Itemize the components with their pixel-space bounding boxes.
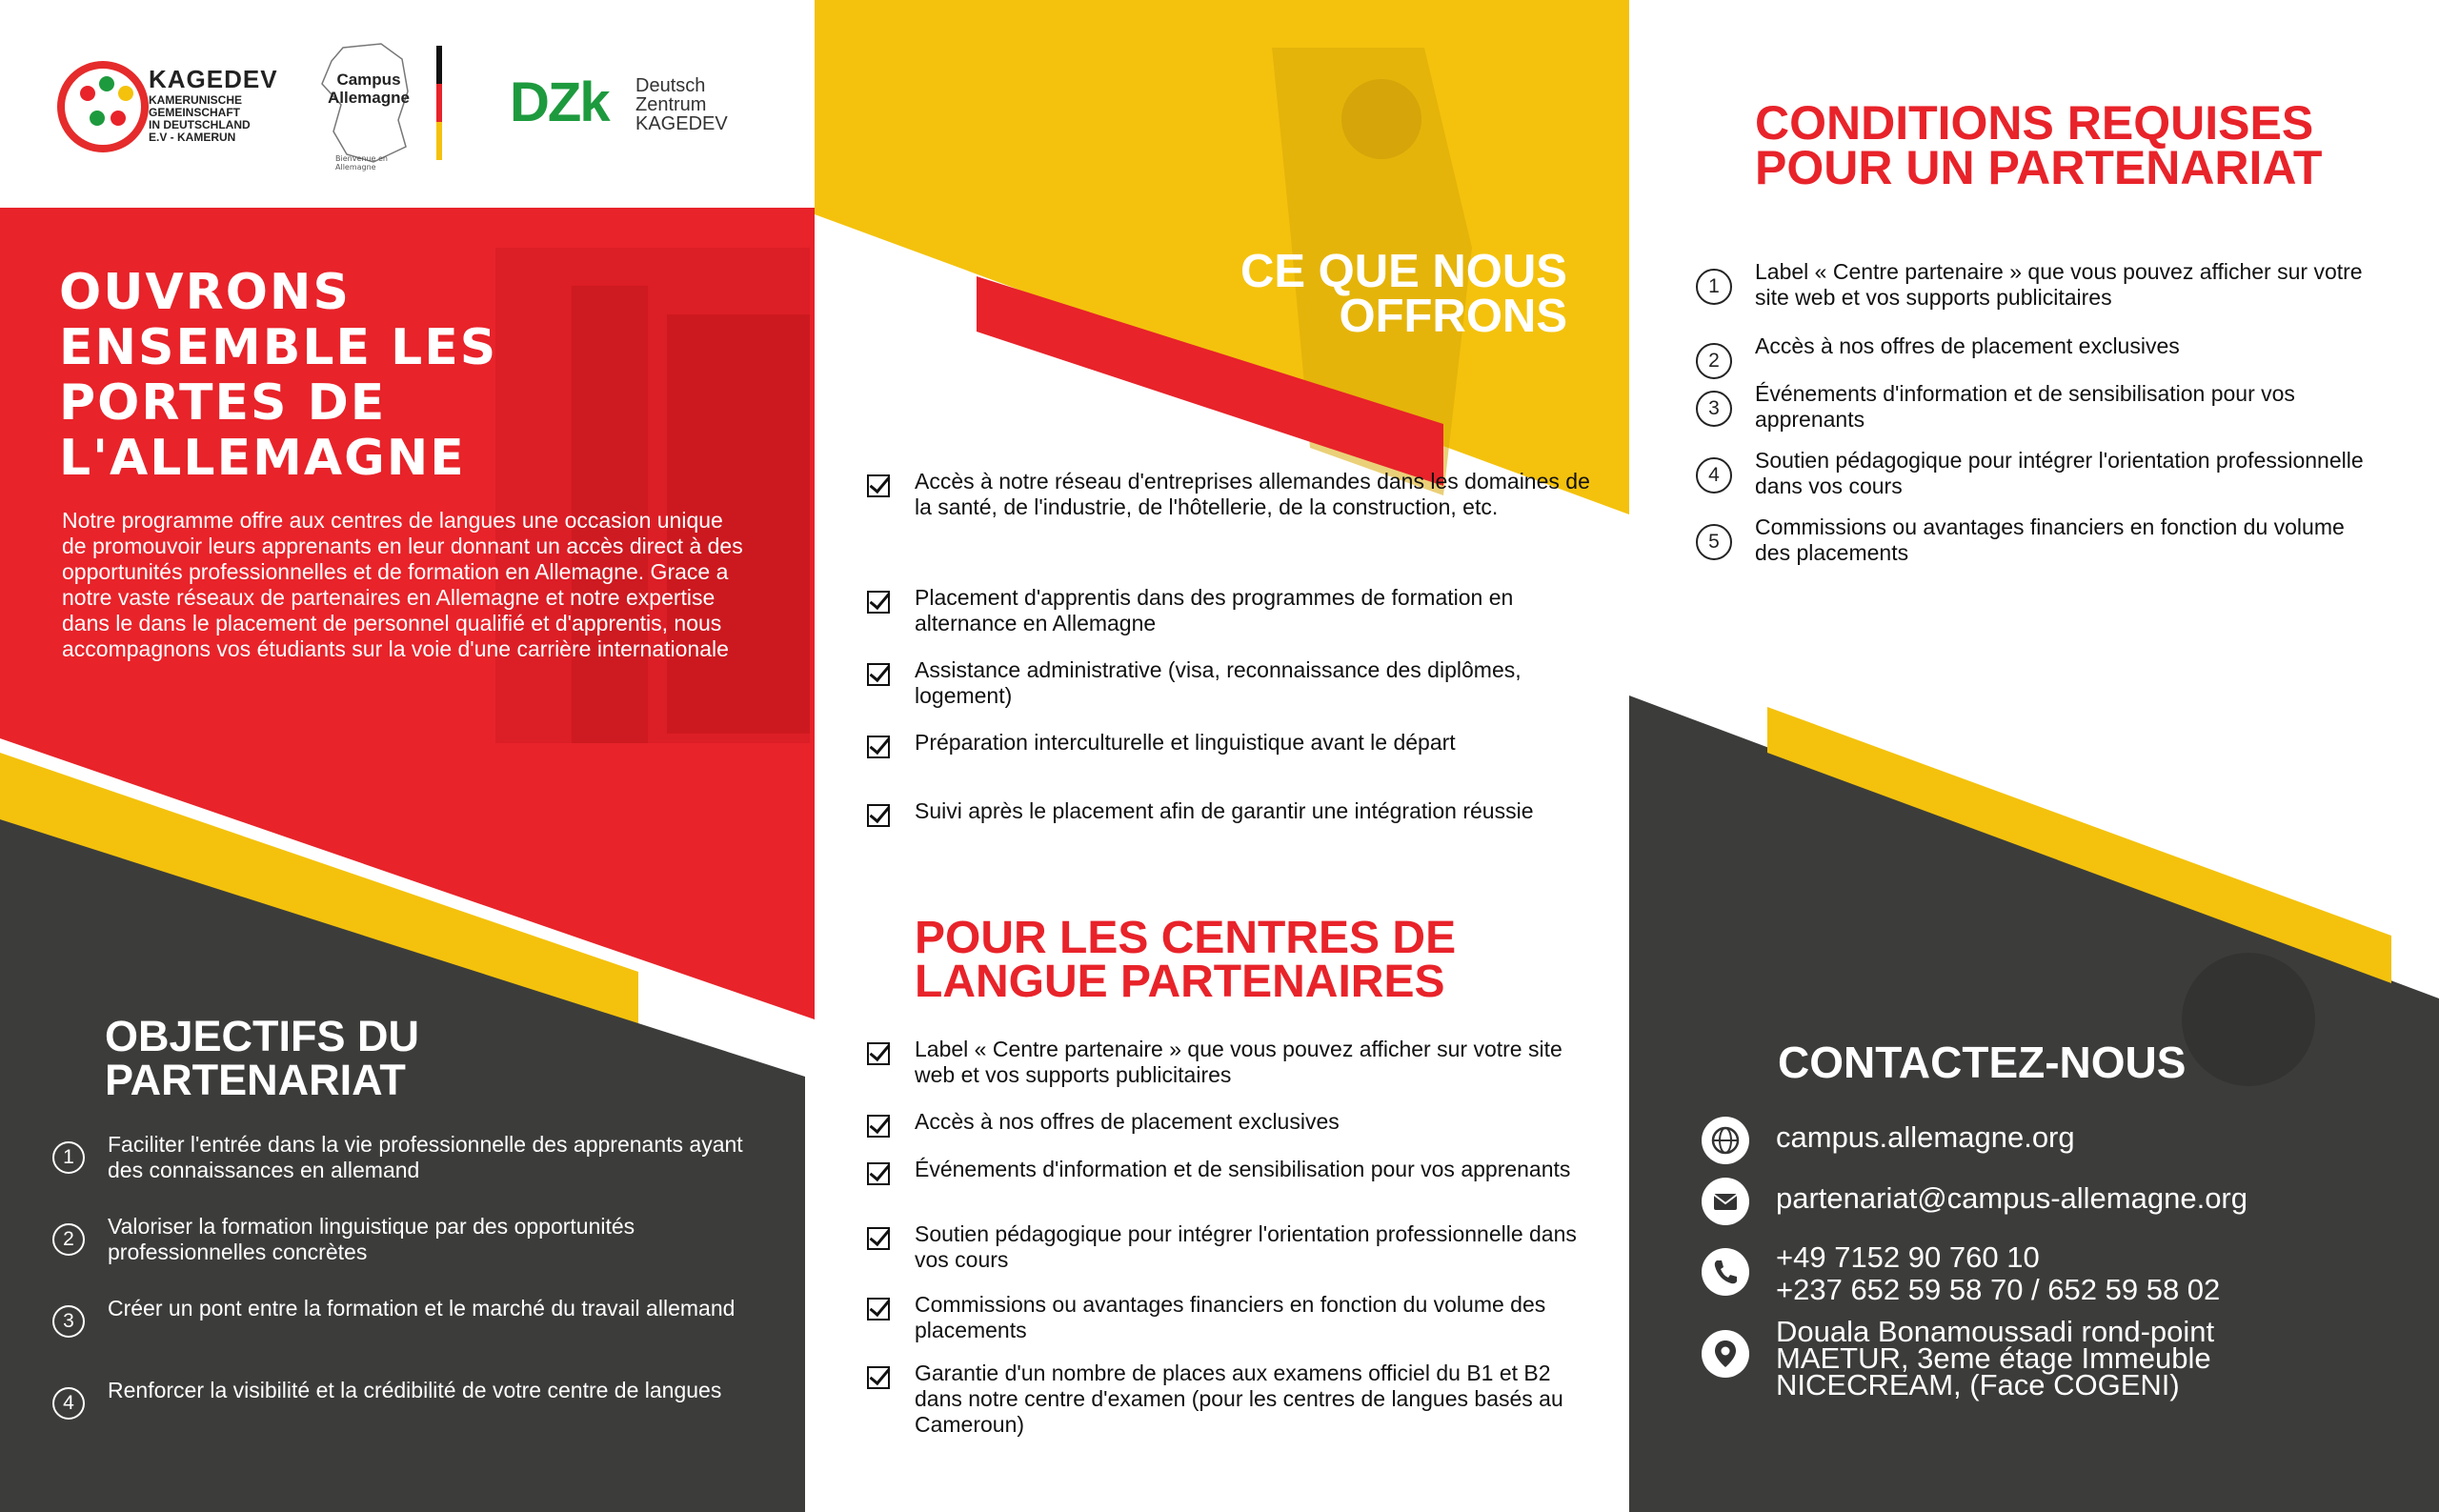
kagedev-subline: GEMEINSCHAFT [149, 106, 240, 119]
benefit-text: Accès à nos offres de placement exclusives [915, 1109, 1340, 1134]
benefit-text: Événements d'information et de sensibilisation pour vos apprenants [915, 1157, 1571, 1181]
number-circle-icon: 1 [52, 1141, 85, 1174]
kagedev-subline: KAMERUNISCHE [149, 93, 243, 107]
conditions-list [1696, 259, 2382, 566]
conditions-title: CONDITIONS REQUISES POUR UN PARTENARIAT [1755, 96, 2323, 194]
panel-left [0, 0, 815, 1512]
dzk-line: Zentrum [635, 94, 707, 115]
condition-item [1696, 333, 2382, 381]
number-circle-icon: 4 [52, 1387, 85, 1420]
contact-address-line: NICECREAM, (Face COGENI) [1776, 1368, 2180, 1401]
contact-email[interactable]: partenariat@campus-allemagne.org [1776, 1181, 2248, 1215]
number-circle-icon: 5 [1696, 524, 1732, 560]
campus-logo-name: Campus Allemagne [328, 71, 410, 107]
offer-text: Suivi après le placement afin de garantir une intégration réussie [915, 798, 1534, 823]
benefit-item [867, 1157, 1591, 1221]
check-icon [867, 1162, 890, 1185]
contact-address-row [1702, 1317, 2407, 1412]
condition-text: Label « Centre partenaire » que vous pouvez afficher sur votre site web et vos supports publicitaires [1755, 259, 2363, 310]
mail-icon [1702, 1178, 1749, 1225]
contact-phone-row [1702, 1239, 2407, 1315]
benefit-text: Soutien pédagogique pour intégrer l'orientation professionnelle dans vos cours [915, 1221, 1577, 1272]
number-circle-icon: 2 [52, 1223, 85, 1256]
offers-list [867, 469, 1591, 856]
check-icon [867, 736, 890, 758]
check-icon [867, 1227, 890, 1250]
contact-website-row [1702, 1117, 2407, 1166]
campus-logo-tagline: Bienvenue en Allemagne [335, 154, 388, 171]
benefit-item [867, 1037, 1591, 1109]
benefit-item [867, 1109, 1591, 1157]
number-circle-icon: 3 [52, 1305, 85, 1338]
dzk-mark: DZk [510, 71, 609, 133]
offer-item [867, 798, 1591, 856]
check-icon [867, 1115, 890, 1138]
partner-benefits-list [867, 1037, 1591, 1438]
benefit-text: Commissions ou avantages financiers en fonction du volume des placements [915, 1292, 1546, 1342]
contact-phone-secondary[interactable]: +237 652 59 58 70 / 652 59 58 02 [1776, 1273, 2221, 1306]
condition-text: Commissions ou avantages financiers en fonction du volume des placements [1755, 514, 2345, 565]
objective-item [52, 1132, 757, 1214]
objective-text: Valoriser la formation linguistique par des opportunités professionnelles concrètes [108, 1214, 635, 1264]
kagedev-title: KAGEDEV [149, 65, 278, 93]
offer-item [867, 657, 1591, 730]
check-icon [867, 804, 890, 827]
intro-paragraph: Notre programme offre aux centres de langues une occasion unique de promouvoir leurs apprenants en leur donnant un accès direct à des opportunités professionnelles et de formation en Allemagne. Grace a notre vaste réseaux de partenaires en Allemagne et notre expertise dans le dans le placement de personnel qualifié et d'apprentis, nous accompagnons vos étudiants sur la voie d'une carrière internationale [62, 508, 743, 661]
objective-item [52, 1296, 757, 1378]
objectives-title: OBJECTIFS DU PARTENARIAT [105, 1012, 420, 1104]
dzk-logo [510, 71, 729, 141]
benefit-text: Garantie d'un nombre de places aux examens officiel du B1 et B2 dans notre centre d'examen (pour les centres de langues basés au Cameroun) [915, 1361, 1563, 1437]
number-circle-icon: 3 [1696, 391, 1732, 427]
location-pin-icon [1702, 1330, 1749, 1378]
objectives-list [52, 1132, 757, 1460]
offer-text: Accès à notre réseau d'entreprises allemandes dans les domaines de la santé, de l'industrie, de l'hôtellerie, de la construction, etc. [915, 469, 1590, 519]
globe-icon [1702, 1117, 1749, 1164]
number-circle-icon: 2 [1696, 343, 1732, 379]
check-icon [867, 591, 890, 614]
partner-centres-title: POUR LES CENTRES DE LANGUE PARTENAIRES [915, 913, 1457, 1007]
dzk-line: Deutsch [635, 75, 706, 96]
offer-text: Placement d'apprentis dans des programmes de formation en alternance en Allemagne [915, 585, 1514, 635]
offer-text: Assistance administrative (visa, reconnaissance des diplômes, logement) [915, 657, 1522, 708]
kagedev-subline: IN DEUTSCHLAND [149, 118, 251, 131]
dzk-line: KAGEDEV [635, 113, 728, 134]
benefit-item [867, 1361, 1591, 1438]
kagedev-emblem-icon [57, 61, 149, 152]
main-title: OUVRONS ENSEMBLE LES PORTES DE L'ALLEMAGNE [59, 264, 498, 487]
check-icon [867, 1298, 890, 1320]
phone-icon [1702, 1248, 1749, 1296]
contact-address-line: Douala Bonamoussadi rond-point [1776, 1315, 2215, 1348]
objective-text: Renforcer la visibilité et la crédibilité de votre centre de langues [108, 1378, 722, 1402]
condition-item [1696, 381, 2382, 448]
number-circle-icon: 4 [1696, 457, 1732, 494]
objective-item [52, 1214, 757, 1296]
contact-title: CONTACTEZ-NOUS [1778, 1038, 2187, 1087]
benefit-text: Label « Centre partenaire » que vous pouvez afficher sur votre site web et vos supports publicitaires [915, 1037, 1562, 1087]
benefit-item [867, 1292, 1591, 1361]
objective-text: Faciliter l'entrée dans la vie professionnelle des apprenants ayant des connaissances en allemand [108, 1132, 743, 1182]
condition-item [1696, 259, 2382, 333]
kagedev-subline: E.V - KAMERUN [149, 131, 236, 144]
contact-phone-primary[interactable]: +49 7152 90 760 10 [1776, 1240, 2040, 1274]
offer-title: CE QUE NOUS OFFRONS [1240, 246, 1567, 342]
contact-email-row [1702, 1178, 2407, 1227]
objective-text: Créer un pont entre la formation et le marché du travail allemand [108, 1296, 736, 1320]
condition-item [1696, 514, 2382, 566]
benefit-item [867, 1221, 1591, 1292]
check-icon [867, 1042, 890, 1065]
objective-item [52, 1378, 757, 1460]
check-icon [867, 663, 890, 686]
number-circle-icon: 1 [1696, 269, 1732, 305]
offer-item [867, 730, 1591, 798]
offer-item [867, 585, 1591, 657]
condition-text: Événements d'information et de sensibilisation pour vos apprenants [1755, 381, 2295, 432]
offer-text: Préparation interculturelle et linguistique avant le départ [915, 730, 1456, 755]
kagedev-logo [57, 61, 286, 156]
check-icon [867, 1366, 890, 1389]
campus-allemagne-logo [314, 42, 457, 171]
check-icon [867, 474, 890, 497]
condition-text: Soutien pédagogique pour intégrer l'orientation professionnelle dans vos cours [1755, 448, 2364, 498]
contact-address-line: MAETUR, 3eme étage Immeuble [1776, 1341, 2211, 1375]
condition-text: Accès à nos offres de placement exclusives [1755, 333, 2180, 358]
contact-website[interactable]: campus.allemagne.org [1776, 1120, 2075, 1154]
offer-item [867, 469, 1591, 585]
condition-item [1696, 448, 2382, 514]
